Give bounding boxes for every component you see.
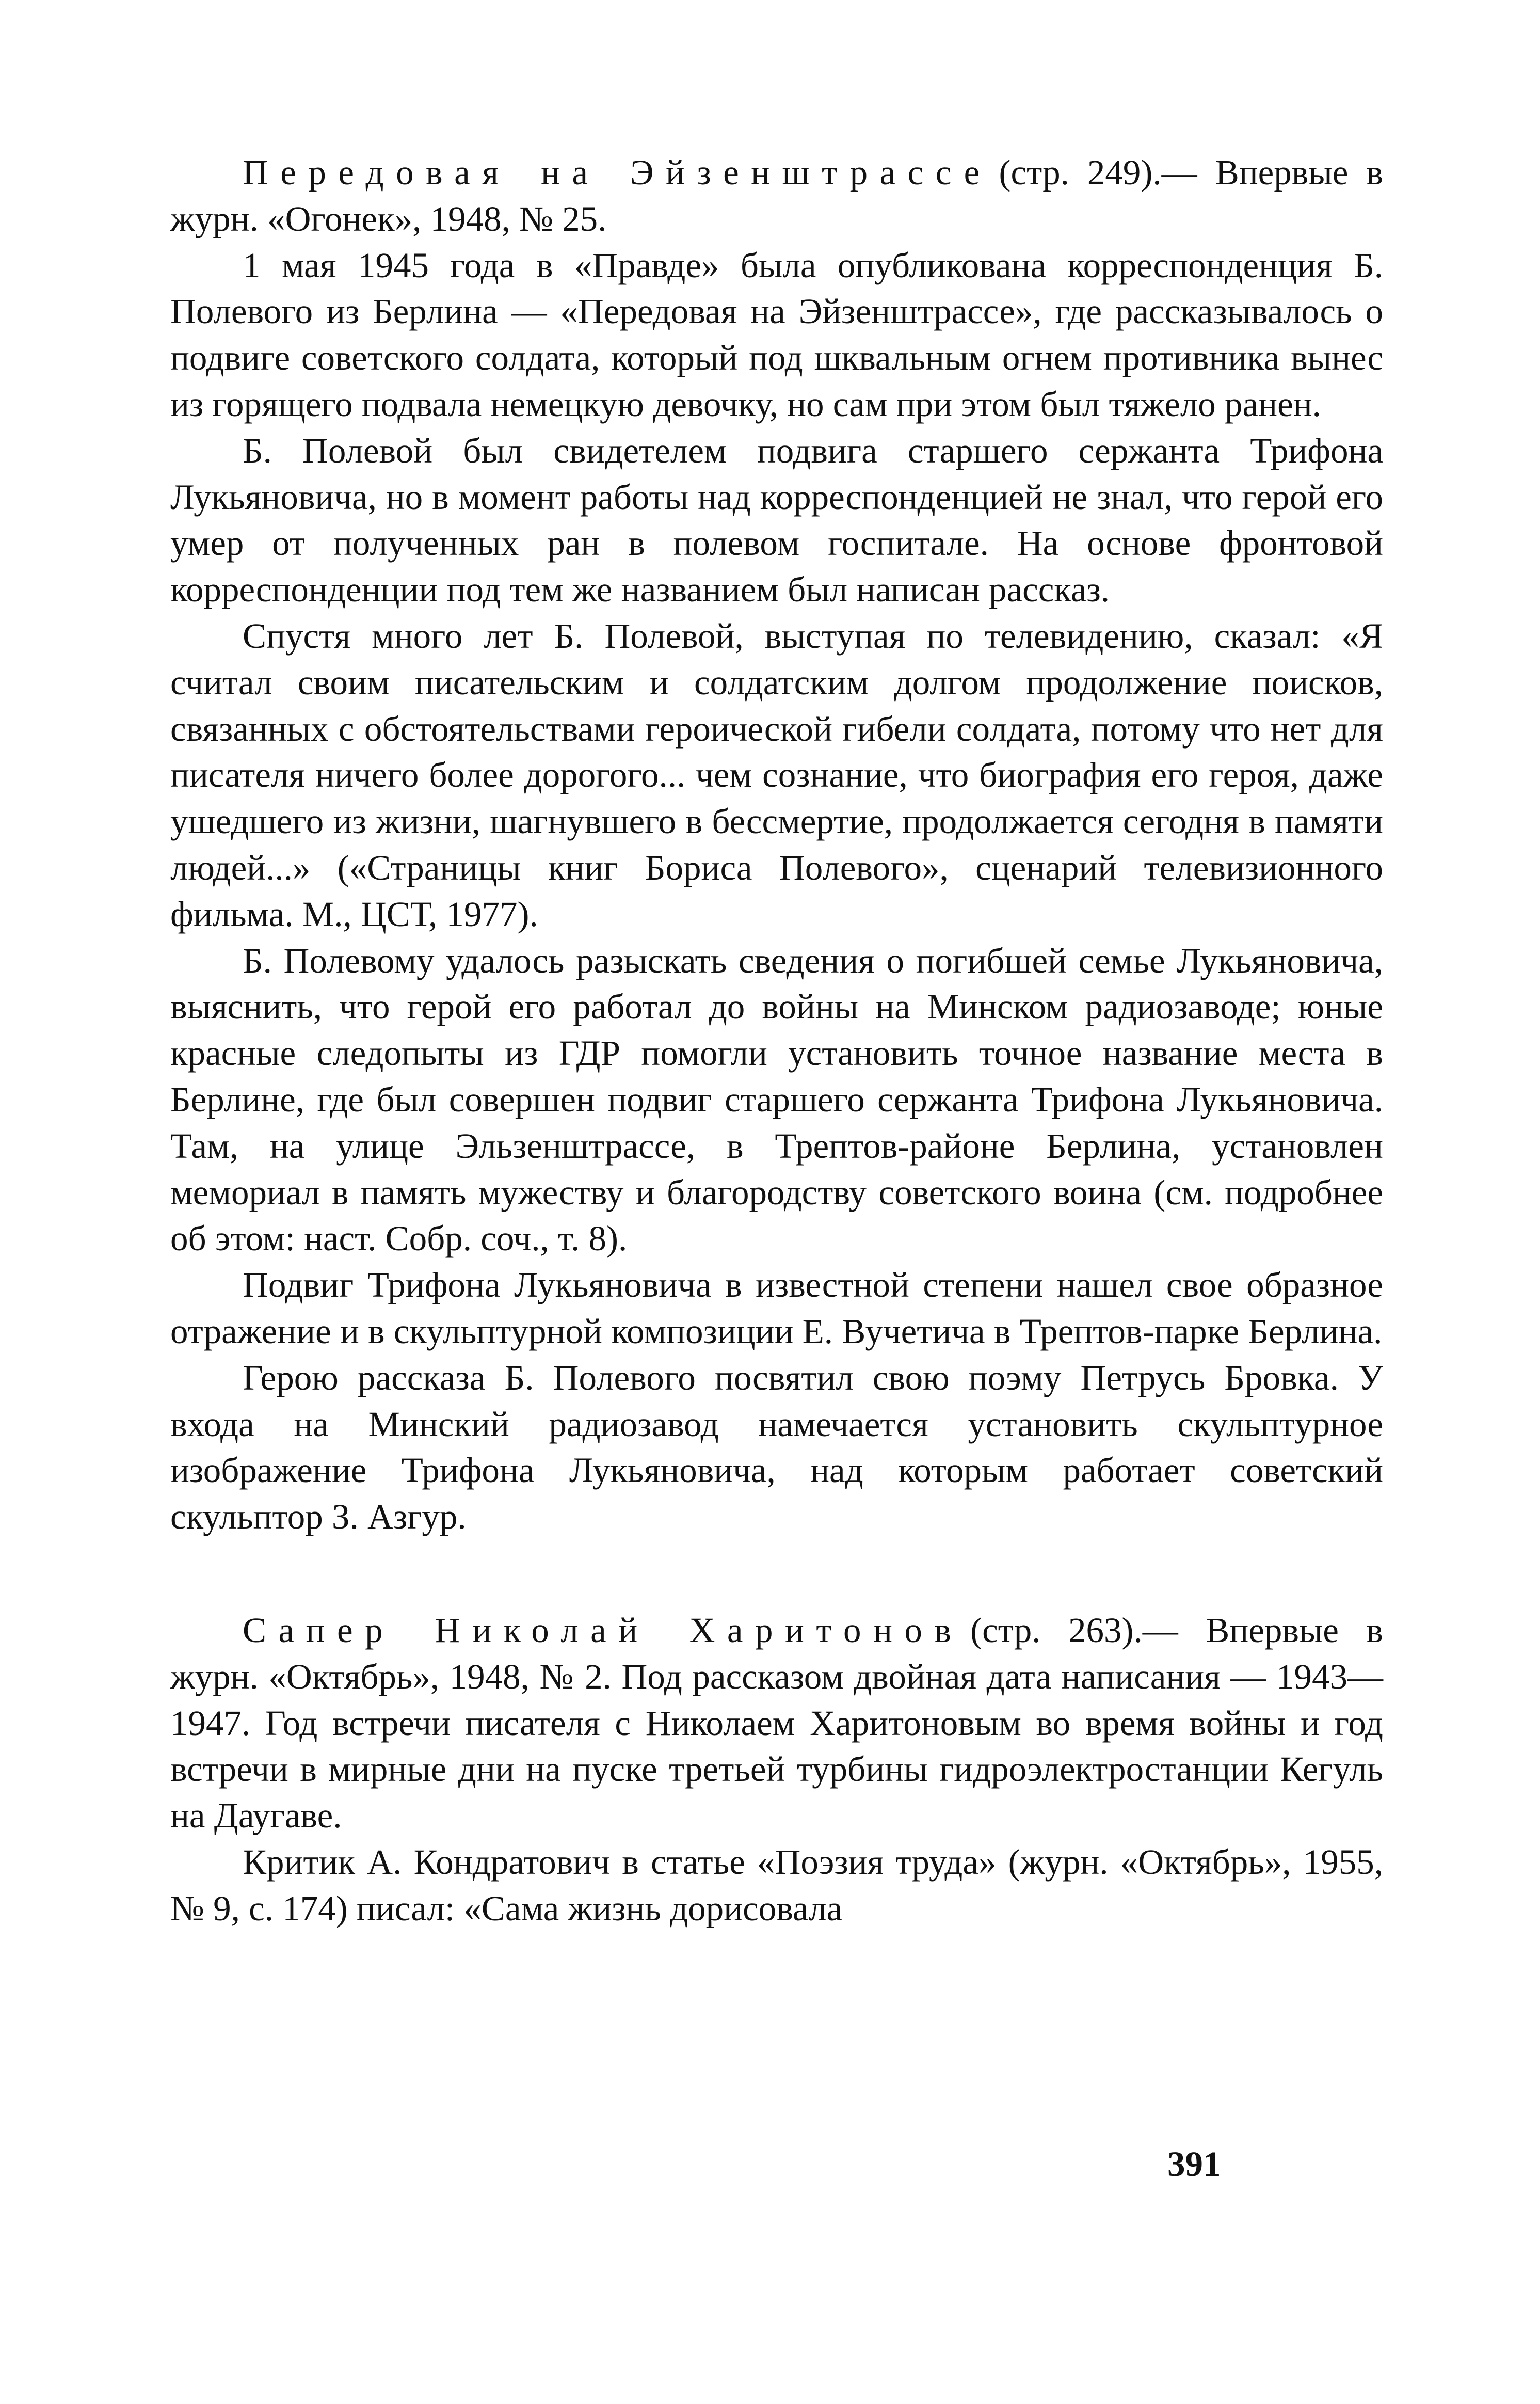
section-1-title: Передовая на Эйзенштрассе (243, 153, 992, 192)
section-1-paragraph-3: Спустя много лет Б. Полевой, выступая по телевидению, сказал: «Я считал своим писательским и солдатским долгом продолжение поисков, связанных с обстоятельствами героической гибели солдата, потому что нет для писателя ничего более дорогого... чем сознание, что биография его героя, даже ушедшего из жизни, шагнувшего в бессмертие, продолжается сегодня в памяти людей...» («Страницы книг Бориса Полевого», сценарий телевизионного фильма. М., ЦСТ, 1977). (170, 616, 1383, 934)
page-number: 391 (1167, 2144, 1221, 2184)
page-body (170, 150, 1383, 1932)
section-1-paragraph-1: 1 мая 1945 года в «Правде» была опубликована корреспонденция Б. Полевого из Берлина — «Передовая на Эйзенштрассе», где рассказывалось о подвиге советского солдата, который под шквальным огнем противника вынес из горящего подвала немецкую девочку, но сам при этом был тяжело ранен. (170, 245, 1383, 424)
section-1-header-paragraph (170, 150, 1383, 243)
section-1-paragraph-2: Б. Полевой был свидетелем подвига старшего сержанта Трифона Лукьяновича, но в момент работы над корреспонденцией не знал, что герой его умер от полученных ран в полевом госпитале. На основе фронтовой корреспонденции под тем же названием был написан рассказ. (170, 431, 1383, 610)
section-1-paragraph-5: Подвиг Трифона Лукьяновича в известной степени нашел свое образное отражение и в скульптурной композиции Е. Вучетича в Трептов-парке Берлина. (170, 1265, 1383, 1351)
section-2-title: Сапер Николай Харитонов (243, 1610, 964, 1650)
section-2-source-note: (стр. 263).— Впервые в журн. «Октябрь», 1948, № 2. Под рассказом двойная дата написания — 1943—1947. Год встречи писателя с Николаем Харитоновым во время войны и год встречи в мирные дни на пуске третьей турбины гидроэлектростанции Кегуль на Даугаве. (170, 1610, 1383, 1836)
section-1-source-note: (стр. 249).— Впервые в журн. «Огонек», 1948, № 25. (170, 153, 1383, 238)
section-1-paragraph-4: Б. Полевому удалось разыскать сведения о погибшей семье Лукьяновича, выяснить, что герой его работал до войны на Минском радиозаводе; юные красные следопыты из ГДР помогли установить точное название места в Берлине, где был совершен подвиг старшего сержанта Трифона Лукьяновича. Там, на улице Эльзенштрассе, в Трептов-районе Берлина, установлен мемориал в память мужеству и благородству советского воина (см. подробнее об этом: наст. Собр. соч., т. 8). (170, 941, 1383, 1259)
section-2-header-paragraph (170, 1607, 1383, 1839)
section-1-paragraph-6: Герою рассказа Б. Полевого посвятил свою поэму Петрусь Бровка. У входа на Минский радиозавод намечается установить скульптурное изображение Трифона Лукьяновича, над которым работает советский скульптор З. Азгур. (170, 1358, 1383, 1537)
section-2-paragraph-1: Критик А. Кондратович в статье «Поэзия труда» (журн. «Октябрь», 1955, № 9, с. 174) писал: «Сама жизнь дорисовала (170, 1842, 1383, 1928)
